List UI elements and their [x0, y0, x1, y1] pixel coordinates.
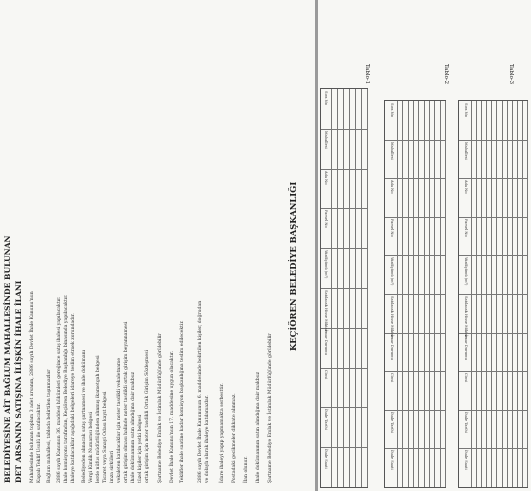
table-column-line	[459, 217, 527, 218]
paragraph: İlan olunur.	[244, 456, 249, 483]
paragraph: Teklifler ihale saatine kadar komisyon başkanlığına teslim edilecektir.	[180, 320, 185, 483]
table-header-cell: Satılacak Hisse Miktarı	[390, 296, 394, 339]
table-column-line	[385, 294, 445, 295]
paragraph: ihale dokümanının satın alındığına dair makbuz	[256, 371, 261, 483]
paragraph: 2886 sayılı Devlet İhale Kanununun 6. maddesinde belirtilen kişiler, doğrudan	[198, 300, 203, 483]
table-column-line	[385, 217, 445, 218]
paragraph: ortak girişim olması halinde noter tasdikli ortak girişim beyannamesi	[124, 321, 129, 483]
table-column-line	[385, 178, 445, 179]
table-header-cell: Mahallesi	[390, 141, 394, 160]
paragraph: Postadaki gecikmeler dikkate alınmaz.	[232, 393, 237, 483]
table-caption: Tablo-3	[508, 64, 514, 85]
table-header-cell: Mahallesi	[464, 141, 468, 160]
paragraph: tüzel kişiler için yetki belgesi	[138, 414, 143, 483]
table-column-line	[385, 333, 445, 334]
table-3	[458, 100, 528, 488]
table-header-cell: İhale Tarihi	[390, 411, 394, 433]
table-header-cell: Sıra No	[464, 103, 468, 117]
paragraph: ihaleye katılacaklar aşağıdaki belgeleri idareye teslim etmek zorundadır.	[71, 313, 76, 483]
table-header-cell: Satılacak Hisse Miktarı	[324, 290, 328, 333]
table-column-line	[459, 371, 527, 372]
paragraph: Bağlum mahallesi, tabloda belirtilen taşınmazlar	[47, 369, 52, 483]
table-header-cell: Cinsi	[390, 373, 394, 383]
paragraph: İdare ihaleyi yapıp yapmamakta serbesttir.	[220, 383, 225, 483]
paragraph: Kapalı Teklif Usulü ile satılacaktır.	[37, 403, 42, 483]
table-2	[384, 100, 446, 488]
table-header-cell: İmar Durumu	[390, 334, 394, 360]
table-column-line	[459, 448, 527, 449]
table-header-cell: İmar Durumu	[464, 334, 468, 360]
right-page-tables	[318, 0, 531, 491]
table-header-cell: İhale Saati	[390, 450, 394, 471]
table-header-cell: Yüzölçümü (m²)	[324, 250, 328, 279]
table-column-line	[385, 371, 445, 372]
paragraph: vekaleten katılacaklar için noter tasdikli vekaletname	[117, 357, 122, 483]
table-header-cell: İmar Durumu	[324, 329, 328, 355]
paragraph: Şartname Belediye Emlak ve İstimlak Müdürlüğünde görülebilir	[158, 333, 163, 483]
paragraph: Devlet İhale Kanunu'nun 17. maddesine uygun olacaktır.	[170, 350, 175, 483]
table-header-cell: Mahallesi	[324, 130, 328, 149]
paragraph: Şartname Belediye Emlak ve İstimlak Müdürlüğünde görülebilir	[268, 333, 273, 483]
table-column-line	[459, 410, 527, 411]
table-column-line	[459, 178, 527, 179]
table-row-line	[367, 89, 368, 487]
table-header-cell: Satılacak Hisse Miktarı	[464, 296, 468, 339]
paragraph: ve dolaylı olarak ihaleye katılamazlar.	[205, 395, 210, 483]
paragraph: ortak girişim için noter tasdikli Ortak Girişim Sözleşmesi	[145, 350, 150, 483]
table-column-line	[385, 410, 445, 411]
table-row-line	[445, 101, 446, 487]
table-header-cell: İhale Tarihi	[464, 411, 468, 433]
table-column-line	[321, 288, 367, 289]
table-column-line	[459, 294, 527, 295]
table-column-line	[385, 255, 445, 256]
paragraph: 2886 sayılı Kanunun 36. maddesi hükümleri gereğince satış ihalesi yapılacaktır.	[57, 296, 62, 483]
table-row-line	[527, 101, 528, 487]
table-header-cell: İhale Tarihi	[324, 409, 328, 431]
paragraph: Belediyeden alınacak satış şartnamesi ve ihale dokümanı	[82, 350, 87, 483]
paragraph: Mahallesinde bulunan toplam 3 adet arsanın, 2886 sayılı Devlet İhale Kanunu'nun	[30, 291, 35, 483]
table-header-cell: Cinsi	[464, 373, 468, 383]
paragraph: imza sirküleri	[110, 450, 115, 483]
table-caption: Tablo-1	[364, 64, 370, 85]
table-column-line	[321, 169, 367, 170]
table-header-cell: Parsel No	[390, 218, 394, 237]
footer-municipality: KEÇİÖREN BELEDİYE BAŞKANLIĞI	[288, 181, 298, 351]
table-header-cell: Sıra No	[324, 91, 328, 105]
paragraph: ihale dokümanının satın alındığına dair makbuz	[131, 371, 136, 483]
table-header-cell: Ada No	[324, 170, 328, 185]
table-header-cell: Ada No	[464, 180, 468, 194]
table-header-cell: Parsel No	[324, 210, 328, 229]
table-caption: Tablo-2	[443, 64, 449, 85]
table-header-cell: Cinsi	[324, 369, 328, 379]
table-column-line	[459, 333, 527, 334]
table-header-cell: Parsel No	[464, 218, 468, 237]
table-header-cell: İhale Saati	[324, 449, 328, 469]
paragraph: lerde nüfus müdürlüğünden alınmış ikametgah belgesi	[96, 355, 101, 483]
table-header-cell: Sıra No	[390, 103, 394, 117]
paragraph: ihale komisyonu tarafından, Keçiören Belediye Başkanlığı binasında yapılacaktır.	[64, 294, 69, 483]
table-column-line	[321, 129, 367, 130]
table-column-line	[385, 448, 445, 449]
announcement-title-line2: DET ARSANIN SATIŞINA İLİŞKİN İHALE İLANI	[14, 280, 23, 483]
table-column-line	[459, 255, 527, 256]
table-header-cell: İhale Saati	[464, 450, 468, 471]
table-column-line	[385, 140, 445, 141]
table-header-cell: Yüzölçümü (m²)	[464, 257, 468, 286]
announcement-title-line1: BELEDİYESİNE AİT BAĞLUM MAHALLESİNDE BULUNAN	[3, 235, 12, 483]
table-1	[320, 88, 368, 488]
table-header-cell: Yüzölçümü (m²)	[390, 257, 394, 286]
paragraph: Vergi Kimlik Numarası belgesi	[89, 411, 94, 483]
table-header-cell: Ada No	[390, 180, 394, 194]
table-column-line	[321, 368, 367, 369]
paragraph: Ticaret veya Sanayi Odası kayıt belgesi	[103, 391, 108, 483]
table-column-line	[459, 140, 527, 141]
